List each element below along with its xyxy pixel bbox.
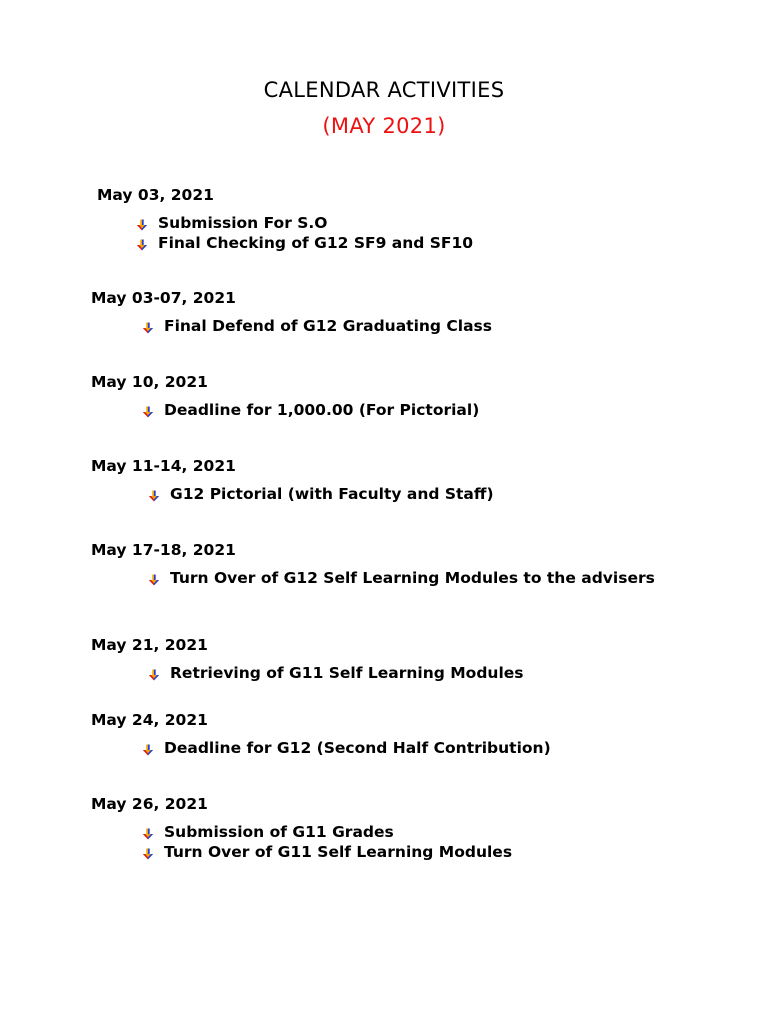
section-date: May 03-07, 2021 (91, 289, 236, 307)
section-list (142, 317, 702, 337)
section-date: May 11-14, 2021 (91, 457, 236, 475)
section-list (142, 823, 702, 862)
section-date: May 24, 2021 (91, 711, 208, 729)
list-item (148, 664, 708, 684)
list-item-text: Final Defend of G12 Graduating Class (164, 317, 493, 335)
down-arrow-bullet-icon (142, 406, 154, 418)
list-item-text: Deadline for 1,000.00 (For Pictorial) (164, 401, 480, 419)
section-list (148, 664, 708, 684)
list-item-text: Turn Over of G12 Self Learning Modules to the advisers (170, 569, 655, 587)
list-item (142, 739, 722, 759)
list-item (136, 214, 696, 234)
down-arrow-bullet-icon (142, 828, 154, 840)
down-arrow-bullet-icon (148, 574, 160, 586)
section-list (142, 401, 702, 421)
document-title: CALENDAR ACTIVITIES (263, 78, 505, 102)
list-item (148, 485, 708, 505)
list-item-text: Retrieving of G11 Self Learning Modules (170, 664, 524, 682)
list-item (142, 843, 702, 863)
section-list (142, 739, 722, 759)
list-item (142, 823, 702, 843)
down-arrow-bullet-icon (142, 744, 154, 756)
section-list (148, 569, 658, 589)
down-arrow-bullet-icon (148, 490, 160, 502)
down-arrow-bullet-icon (142, 322, 154, 334)
list-item-text: Turn Over of G11 Self Learning Modules (164, 842, 513, 861)
section-date: May 03, 2021 (97, 186, 214, 204)
list-item-text: Deadline for G12 (Second Half Contribution) (164, 739, 551, 757)
list-item-text: Submission of G11 Grades (164, 823, 394, 841)
list-item (142, 401, 702, 421)
section-date: May 10, 2021 (91, 373, 208, 391)
list-item (142, 317, 702, 337)
list-item (148, 569, 658, 589)
list-item-text: G12 Pictorial (with Faculty and Staff) (170, 485, 494, 503)
list-item (136, 234, 696, 254)
list-item-text: Final Checking of G12 SF9 and SF10 (158, 233, 474, 252)
down-arrow-bullet-icon (142, 848, 154, 860)
section-date: May 17-18, 2021 (91, 541, 236, 559)
down-arrow-bullet-icon (136, 239, 148, 251)
down-arrow-bullet-icon (148, 669, 160, 681)
section-list (148, 485, 708, 505)
section-list (136, 214, 696, 253)
section-date: May 21, 2021 (91, 636, 208, 654)
down-arrow-bullet-icon (136, 219, 148, 231)
section-date: May 26, 2021 (91, 795, 208, 813)
list-item-text: Submission For S.O (158, 214, 328, 232)
document-subtitle: (MAY 2021) (322, 114, 446, 138)
